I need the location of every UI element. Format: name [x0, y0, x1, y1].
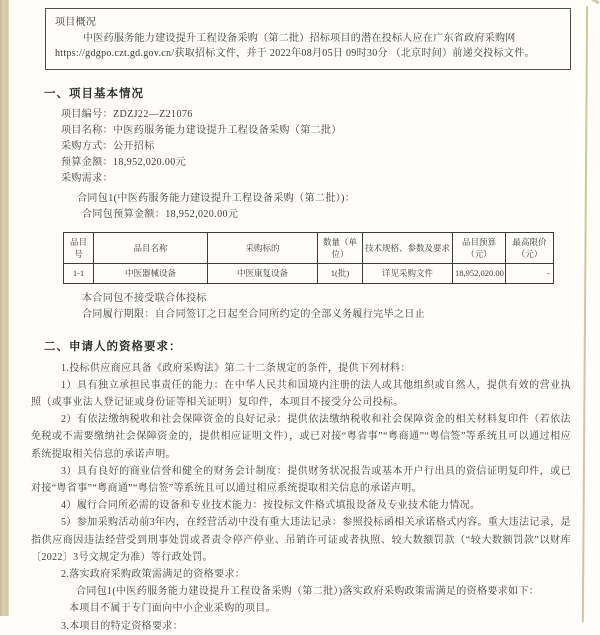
- items-table: [63, 232, 554, 284]
- field-project-number: 项目编号：ZDZJ22—Z21076: [61, 108, 193, 120]
- qualification-item-1-5: 5）参加采购活动前3年内，在经营活动中没有重大违法记录：参照投标函相关承诺格式内容。重大违法记录，是指供应商因违法经营受到刑事处罚或者责令停产停业、吊销许可证或者执照、较大数额罚款（“较大数额罚款”以财库〔2022〕3号文规定为准）等行政处罚。: [31, 517, 571, 563]
- qualification-item-2-sme-note: 本项目不属于专门面向中小企业采购的项目。: [69, 603, 276, 615]
- cell-tech-spec: 详见采购文件: [363, 263, 453, 283]
- cell-procurement-target: 中医康复设备: [208, 263, 318, 283]
- paper-left-edge: [0, 0, 9, 616]
- table-row: [64, 263, 554, 283]
- cell-item-no: 1-1: [64, 263, 94, 283]
- qualification-item-2: 2.落实政府采购政策需满足的资格要求：: [61, 568, 246, 580]
- qualification-item-1-3: 3）具有良好的商业信誉和健全的财务会计制度：提供财务状况报告或基本开户行出具的资信证明复印件，或已对接“粤省事”“粤商通”“粤信签”等系统且可以通过相应系统提取相关信息的承诺声明。: [31, 465, 571, 494]
- overview-body: 中医药服务能力建设提升工程设备采购（第二批）招标项目的潜在投标人应在广东省政府采购网https://gdgpo.czt.gd.gov.cn/获取招标文件，并于 2022年08月05日 09时30分 （北京时间）前递交投标文件。: [55, 32, 535, 59]
- paper-right-edge: [582, 6, 588, 622]
- field-budget-amount: 预算金额：18,952,020.00元: [61, 156, 187, 168]
- field-project-name: 项目名称：中医药服务能力建设提升工程设备采购（第二批）: [61, 124, 342, 136]
- section-heading-qualification: 二、申请人的资格要求：: [44, 340, 182, 353]
- cell-quantity-unit: 1(批): [318, 263, 363, 283]
- qualification-item-2-package: 合同包1(中医药服务能力建设提升工程设备采购（第二批）)落实政府采购政策需满足的资格要求如下：: [76, 586, 540, 598]
- col-header-procurement-target: 采购标的: [208, 232, 318, 263]
- qualification-item-1-4: 4）履行合同所必需的设备和专业技术能力：按投标文件格式填报设备及专业技术能力情况。: [61, 500, 481, 512]
- project-overview-box: [45, 8, 571, 70]
- overview-title: 项目概况: [55, 17, 97, 28]
- field-procurement-method: 采购方式：公开招标: [61, 140, 155, 152]
- col-header-item-name: 品目名称: [94, 232, 208, 263]
- qualification-item-1-2: 2）有依法缴纳税收和社会保障资金的良好记录：提供依法缴纳税收和社会保障资金的相关材料复印件（若依法免税或不需要缴纳社会保障资金的，提供相应证明文件），或已对接“粤省事”“粤商通”“粤信签”等系统且可以通过相应系统提取相关信息的承诺声明。: [31, 414, 571, 460]
- field-procurement-demand: 采购需求：: [61, 172, 113, 184]
- col-header-item-no: 品目号: [64, 232, 94, 263]
- cell-item-name: 中医器械设备: [94, 263, 208, 283]
- document-content: [31, 8, 571, 635]
- contract-package-budget: 合同包预算金额：18,952,020.00元: [82, 208, 239, 220]
- cell-max-price: -: [506, 263, 554, 283]
- col-header-quantity-unit: 数量（单位）: [318, 232, 363, 263]
- contract-package-title: 合同包1(中医药服务能力建设提升工程设备采购（第二批）)：: [77, 192, 356, 204]
- note-no-consortium: 本合同包不接受联合体投标: [82, 292, 207, 304]
- qualification-item-3: 3.本项目的特定资格要求：: [61, 620, 184, 632]
- qualification-requirements-block: [31, 360, 571, 635]
- basic-info-block: [31, 107, 571, 223]
- package-notes: [31, 291, 571, 323]
- cell-item-budget: 18,952,020.00: [453, 263, 506, 283]
- table-header-row: [64, 232, 554, 263]
- qualification-item-1: 1.投标供应商应具备《政府采购法》第二十二条规定的条件，提供下列材料：: [61, 362, 411, 374]
- contract-package-block: [31, 191, 571, 223]
- paper-corner-tick: [586, 0, 599, 4]
- note-contract-period: 合同履行期限：自合同签订之日起至合同所约定的全部义务履行完毕之日止: [82, 308, 426, 320]
- col-header-max-price: 最高限价（元）: [506, 232, 554, 263]
- qualification-item-1-1: 1）具有独立承担民事责任的能力：在中华人民共和国境内注册的法人或其他组织或自然人，提供有效的营业执照（或事业法人登记证或身份证等相关证明）复印件，本项目不接受分公司投标。: [31, 379, 571, 408]
- section-heading-basic-info: 一、项目基本情况: [44, 87, 144, 100]
- col-header-item-budget: 品目预算（元）: [453, 232, 506, 263]
- col-header-tech-spec: 技术规格、参数及要求: [363, 232, 453, 263]
